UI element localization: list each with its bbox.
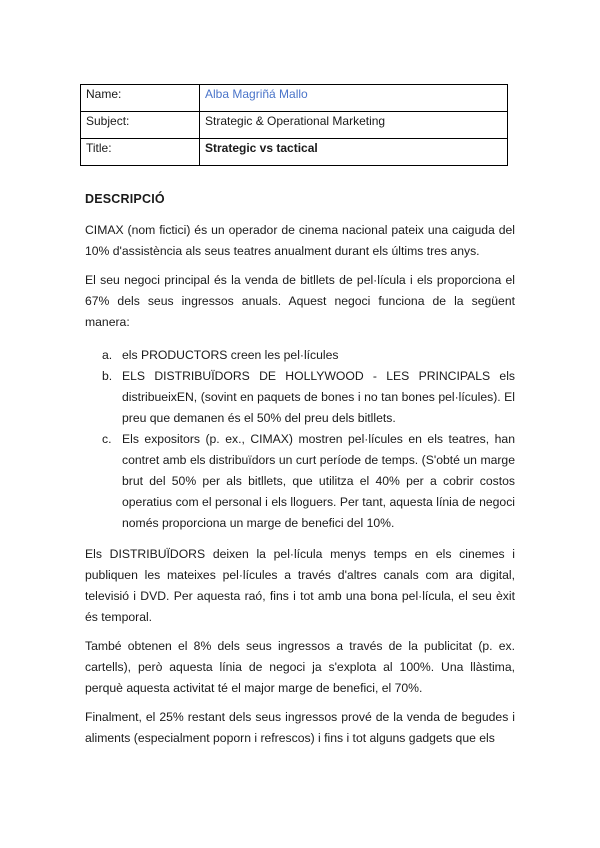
list-item-text: ELS DISTRIBUÏDORS DE HOLLYWOOD - LES PRINCIPALS els distribueixEN, (sovint en paquets de bones i no tan bones pel·lícules). El preu que demanen és el 50% del preu dels bitllets. (122, 369, 515, 425)
paragraph: Finalment, el 25% restant dels seus ingressos prové de la venda de begudes i aliments (especialment poporn i refrescos) i fins i tot alguns gadgets que els (85, 710, 515, 745)
paragraph: També obtenen el 8% dels seus ingressos a través de la publicitat (p. ex. cartells), però aquesta línia de negoci ja s'explota al 100%. Una llàstima, perquè aquesta activitat té el major marge de benefici, el 70%. (85, 639, 515, 695)
title-label: Title: (81, 139, 200, 166)
business-list (85, 345, 515, 534)
list-item-text: els PRODUCTORS creen les pel·lícules (122, 348, 339, 362)
subject-value: Strategic & Operational Marketing (200, 112, 508, 139)
subject-label: Subject: (81, 112, 200, 139)
paragraph: El seu negoci principal és la venda de bitllets de pel·lícula i els proporciona el 67% dels seus ingressos anuals. Aquest negoci funciona de la següent manera: (85, 273, 515, 329)
subject-row (81, 112, 508, 139)
list-marker: c. (102, 432, 112, 446)
list-item (102, 429, 515, 534)
name-row (81, 85, 508, 112)
title-value: Strategic vs tactical (200, 139, 508, 166)
paragraph: Els DISTRIBUÏDORS deixen la pel·lícula menys temps en els cinemes i publiquen les mateixes pel·lícules a través d'altres canals com ara digital, televisió i DVD. Per aquesta raó, fins i tot amb una bona pel·lícula, el seu èxit és temporal. (85, 547, 515, 624)
list-item (102, 366, 515, 429)
name-label: Name: (81, 85, 200, 112)
list-item (102, 345, 515, 366)
paragraph: CIMAX (nom fictici) és un operador de cinema nacional pateix una caiguda del 10% d'assistència als seus teatres anualment durant els últims tres anys. (85, 223, 515, 258)
name-value: Alba Magriñá Mallo (200, 85, 508, 112)
header-info-table (80, 84, 508, 166)
list-marker: a. (102, 348, 113, 362)
list-marker: b. (102, 369, 113, 383)
section-heading: DESCRIPCIÓ (85, 192, 165, 206)
title-row (81, 139, 508, 166)
list-item-text: Els expositors (p. ex., CIMAX) mostren pel·lícules en els teatres, han contret amb els distribuïdors un curt període de temps. (S'obté un marge brut del 50% per als bitllets, que utilitza el 40% per a cobrir costos operatius com el personal i els lloguers. Per tant, aquesta línia de negoci només proporciona un marge de benefici del 10%. (122, 432, 515, 530)
